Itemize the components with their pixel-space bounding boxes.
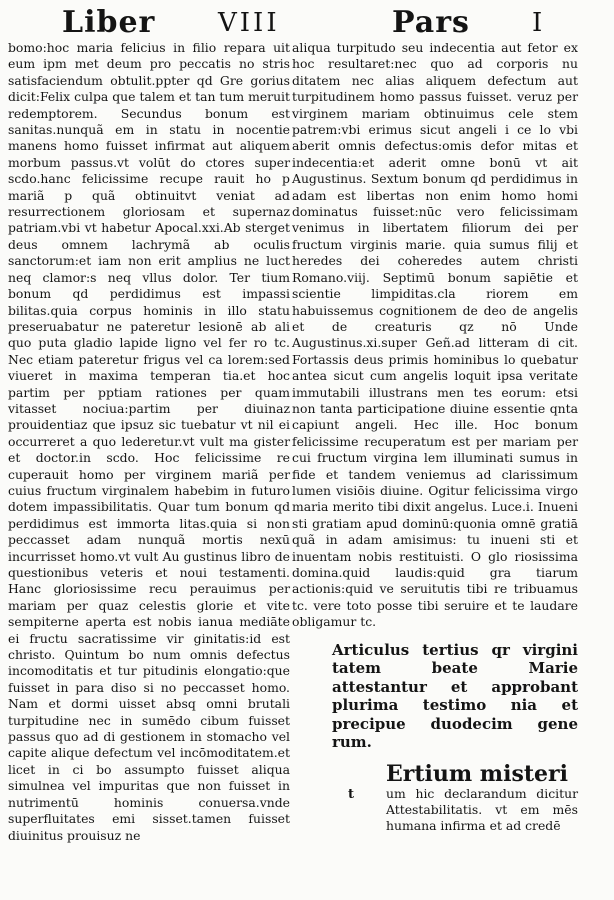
left-text-column	[8, 40, 290, 844]
incipit-initial-line: Ertium misteri	[386, 760, 568, 787]
running-head-right: Pars	[392, 5, 470, 40]
running-head-part-number: I	[532, 8, 544, 38]
right-column-text: aliqua turpitudo seu indecentia aut fetor ex hoc resultaret:nec quo ad corporis nu ditatem nec alias aliquem defectum aut turpitudinem homo passus fuisset. veruz per virginem mariam obtinuimus cele stem patrem:vbi erimus sicut angeli i ce lo vbi aberit omnis defectus:omis defor mitas et indecentia:et aderit omne bonū vt ait Augustinus. Sextum bonum qd perdidimus in adam est libertas non enim homo homi dominatus fuisset:nūc vero felicissimam venimus in libertatem filiorum dei per fructum virginis marie. quia sumus filij et heredes dei coheredes autem christi Romano.viij. Septimū bonum sapiētie et scientie limpiditas.cla riorem em habuissemus cognitionem de deo de angelis et de creaturis qz nō Unde Augustinus.xi.super Geñ.ad litteram di cit. Fortassis deus primis hominibus lo quebatur antea sicut cum angelis loquit ipsa veritate immutabili illustrans men tes eorum: etsi non tanta participatione diuine essentie qnta capiunt angeli. Hec ille. Hoc bonum felicissime recuperatum est per mariam per cui fructum virgina lem illuminati sumus in fide et tandem veniemus ad clarissimum lumen visiōis diuine. Ogitur felicissima virgo maria merito tibi dixit angelus. Luce.i. Inueni sti gratiam apud dominū:quonia omnē gratiā quã in adam amisimus: tu inueni sti et inuentam nobis restituisti. O glo riosissima domina.quid laudis:quid gra tiarum actionis:quid ve seruitutis tibi re tribuamus tc. vere toto posse tibi seruire et te laudare obligamur tc.	[292, 40, 578, 630]
margin-mark: t	[348, 787, 355, 802]
running-head-left: Liber	[62, 5, 156, 40]
incipit-paragraph	[386, 762, 578, 834]
right-text-column	[292, 40, 578, 834]
running-head-book-number: VIII	[218, 8, 280, 38]
incipit-text: um hic declarandum dicitur Attestabilitatis. vt em mēs humana infirma et ad credē	[386, 785, 578, 833]
left-column-text: bomo:hoc maria felicius in filio repara uit eum ipm met deum pro peccatis no stris satisfaciendum obtulit.ppter qd Gre gorius dicit:Felix culpa que talem et tan tum meruit redemptorem. Secundus bonum est sanitas.nunquã em in statu in nocentie manens homo fuisset infirmat aut aliquem morbum passus.vt volūt do ctores super scdo.hanc felicissime recupe rauit ho p mariã p quã obtinuitvt veniat ad resurrectionem gloriosam et supernaz patriam.vbi vt habetur Apocal.xxi.Ab sterget deus omnem lachrymã ab oculis sanctorum:et iam non erit amplius ne luct neq clamor:s neq vllus dolor. Ter tium bonum qd perdidimus est impassi bilitas.quia corpus hominis in illo statu preseruabatur ne pateretur lesionē ab ali quo puta gladio lapide ligno vel fer ro tc. Nec etiam pateretur frigus vel ca lorem:sed viueret in maxima temperan tia.et hoc partim per pptiam rationes per quam vitasset nociua:partim per diuinaz prouidentiaz que ipsuz sic tuebatur vt nil ei occurreret a quo lederetur.vt vult ma gister et doctor.in scdo. Hoc felicissime re cuperauit homo per virginem mariã per cuius fructum virginalem habebim in futuro dotem impassibilitatis. Quar tum bonum qd perdidimus est immorta litas.quia si non peccasset adam nunquã mortis nexū incurrisset homo.vt vult Au gustinus libro de questionibus veteris et noui testamenti. Hanc gloriosissime recu perauimus per mariam per quaz celestis glorie et vite sempiterne aperta est nobis ianua mediāte ei fructu sacratissime vir ginitatis:id est christo. Quintum bo num omnis defectus incomoditatis et tur pitudinis elongatio:que fuisset in para diso si no peccasset homo. Nam et dormi uisset absq omni brutali turpitudine nec in sumēdo cibum fuisset passus quo ad di gestionem in stomacho vel capite alique defectum vel incōmoditatem.et licet in ci bo assumpto fuisset aliqua simulnea vel impuritas que non fuisset in nutrimentū hominis conuersa.vnde superfluitates emi sisset.tamen fuisset diuinitus prouisuz ne	[8, 40, 290, 843]
article-heading: Articulus tertius qr virgini tatem beate Marie attestantur et approbant plurima testimo nia et precipue duodecim gene rum.	[332, 640, 578, 752]
